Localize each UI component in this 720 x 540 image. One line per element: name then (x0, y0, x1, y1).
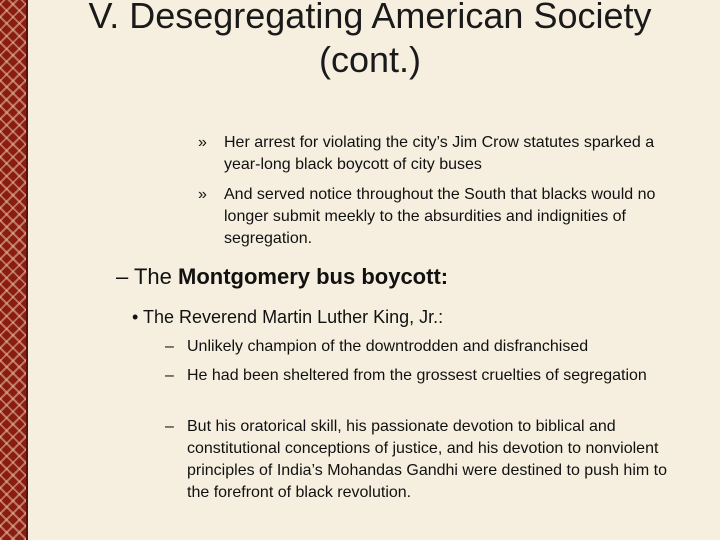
dash-bullet-icon: – (165, 367, 174, 384)
level2-text: The Reverend Martin Luther King, Jr.: (143, 307, 444, 327)
dot-bullet-icon: • (132, 307, 139, 327)
chevron-bullet-icon: » (198, 134, 207, 151)
level1-heading (116, 262, 448, 292)
level4-text: But his oratorical skill, his passionate devotion to biblical and constitutional conceptions of justice, and his devotion to nonviolent principles of India’s Mohandas Gandhi were destined to push him to the forefront of black revolution. (187, 418, 667, 501)
level1-bold: Montgomery bus boycott: (178, 264, 449, 289)
sub-bullet-text: Her arrest for violating the city’s Jim Crow statutes sparked a year-long black boycott of city buses (224, 134, 655, 173)
level4-item-2 (165, 365, 687, 387)
dash-bullet-icon: – (165, 418, 174, 435)
sub-bullet-text: And served notice throughout the South that blacks would no longer submit meekly to the absurdities and indignities of segregation. (224, 186, 656, 247)
level4-item-3 (165, 416, 687, 504)
level4-text: He had been sheltered from the grossest cruelties of segregation (187, 367, 647, 384)
dash-bullet-icon: – (116, 264, 129, 289)
level4-text: Unlikely champion of the downtrodden and disfranchised (187, 338, 589, 355)
decorative-border (0, 0, 28, 540)
chevron-bullet-icon: » (198, 186, 207, 203)
dash-bullet-icon: – (165, 338, 174, 355)
sub-bullet-2 (198, 184, 684, 250)
level4-item-1 (165, 336, 687, 358)
sub-bullet-1 (198, 132, 684, 176)
level2-item (132, 304, 443, 330)
level1-prefix: The (133, 264, 178, 289)
slide-title: V. Desegregating American Society (cont.) (88, 0, 652, 80)
